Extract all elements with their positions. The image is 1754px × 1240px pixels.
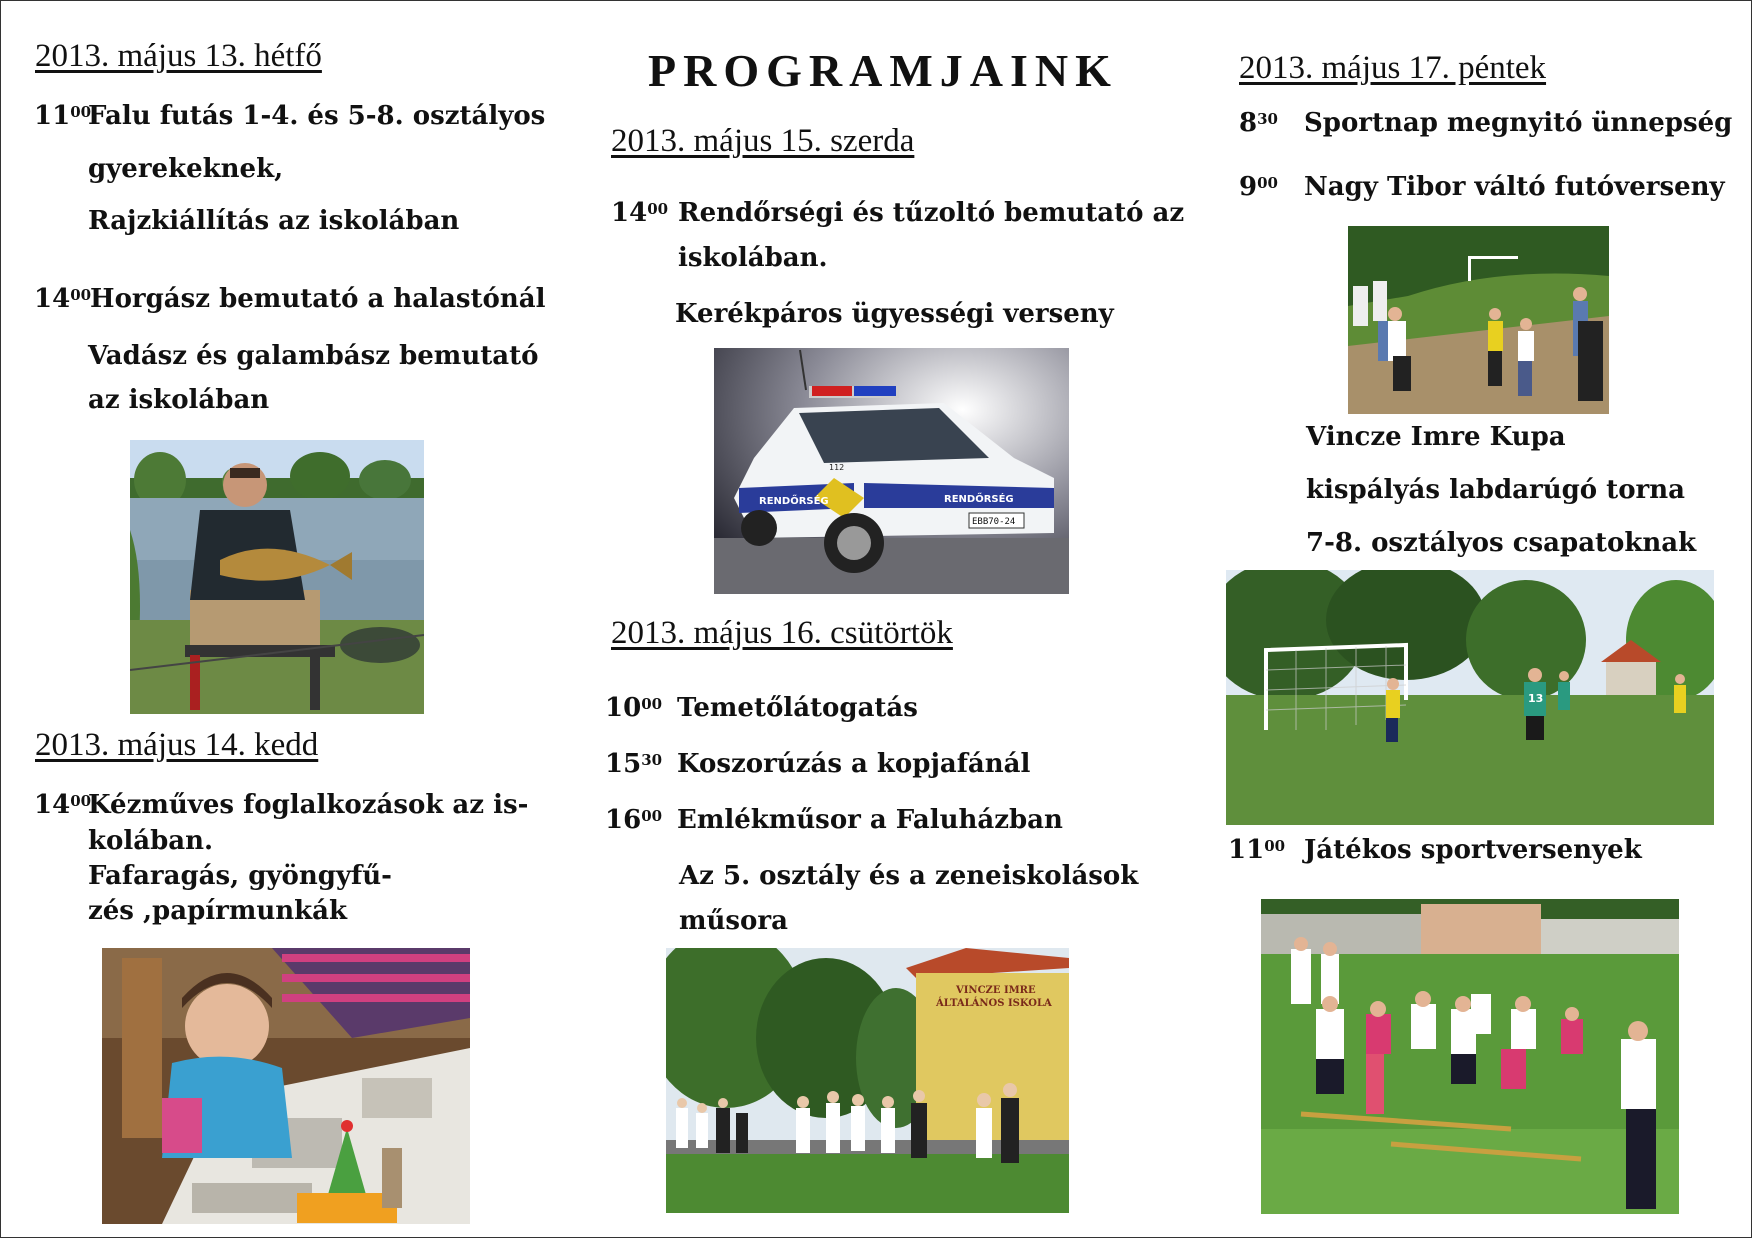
tuesday-event1-line4: zés ,papírmunkák (88, 896, 348, 926)
police-door-label: RENDŐRSÉG (759, 496, 829, 507)
thursday-heading: 2013. május 16. csütörtök (611, 615, 953, 651)
wednesday-event1-line3: Kerékpáros ügyességi verseny (675, 299, 1114, 329)
tuesday-event1-line1: Kézműves foglalkozások az is- (88, 790, 529, 820)
wednesday-event1-time: $14^{00}$ (611, 198, 669, 228)
school-photo (666, 948, 1069, 1213)
monday-event2-line3: az iskolában (88, 385, 270, 415)
monday-event1-line3: Rajzkiállítás az iskolában (88, 206, 460, 236)
police-car-photo (714, 348, 1069, 594)
monday-event1-time: $11^{00}$ (34, 101, 92, 131)
wednesday-event1-line2: iskolában. (678, 243, 828, 273)
sports-games-photo (1261, 899, 1679, 1214)
friday-event1-text: Sportnap megnyitó ünnepség (1304, 108, 1733, 138)
school-sign-line2: ÁLTALÁNOS ISKOLA (936, 998, 1052, 1009)
monday-event2-line1: Horgász bemutató a halastónál (90, 284, 546, 314)
tuesday-event1-line2: kolában. (88, 826, 214, 856)
thursday-event3-line2: Az 5. osztály és a zeneiskolások (679, 861, 1139, 891)
thursday-event3-line3: műsora (679, 906, 788, 936)
friday-event4-text: Játékos sportversenyek (1304, 835, 1642, 865)
monday-event2-time: $14^{00}$ (34, 284, 92, 314)
thursday-event3-text: Emlékműsor a Faluházban (677, 805, 1063, 835)
crafts-photo (102, 948, 470, 1224)
school-sign-line1: VINCZE IMRE (956, 985, 1036, 996)
friday-event4-time: $11^{00}$ (1228, 835, 1286, 865)
page-title: PROGRAMJAINK (648, 45, 1118, 96)
relay-race-photo (1348, 226, 1609, 414)
friday-event3-line1: Vincze Imre Kupa (1306, 422, 1566, 452)
friday-event3-line3: 7-8. osztályos csapatoknak (1306, 528, 1697, 558)
fisherman-photo (130, 440, 424, 714)
tuesday-heading: 2013. május 14. kedd (35, 727, 319, 763)
football-photo (1226, 570, 1714, 825)
thursday-event1-time: $10^{00}$ (605, 693, 663, 723)
tuesday-event1-line3: Fafaragás, gyöngyfű- (88, 861, 392, 891)
friday-heading: 2013. május 17. péntek (1239, 50, 1547, 86)
thursday-event2-text: Koszorúzás a kopjafánál (677, 749, 1031, 779)
player-number: 13 (1528, 692, 1544, 705)
thursday-event2-time: $15^{30}$ (605, 749, 663, 779)
wednesday-heading: 2013. május 15. szerda (611, 123, 915, 159)
tuesday-event1-time: $14^{00}$ (34, 790, 92, 820)
friday-event2-time: $9^{00}$ (1239, 172, 1278, 202)
friday-event1-time: $8^{30}$ (1239, 108, 1278, 138)
wednesday-event1-line1: Rendőrségi és tűzoltó bemutató az (678, 198, 1185, 228)
thursday-event3-time: $16^{00}$ (605, 805, 663, 835)
police-hood-label: RENDŐRSÉG (944, 494, 1014, 505)
monday-event1-line2: gyerekeknek, (88, 154, 284, 184)
police-number-label: 112 (829, 463, 845, 472)
thursday-event1-text: Temetőlátogatás (677, 693, 918, 723)
friday-event3-line2: kispályás labdarúgó torna (1306, 475, 1685, 505)
monday-event1-line1: Falu futás 1-4. és 5-8. osztályos (88, 101, 546, 131)
monday-heading: 2013. május 13. hétfő (35, 38, 322, 74)
monday-event2-line2: Vadász és galambász bemutató (88, 341, 539, 371)
friday-event2-text: Nagy Tibor váltó futóverseny (1304, 172, 1725, 202)
police-plate: EBB70-24 (972, 517, 1016, 527)
